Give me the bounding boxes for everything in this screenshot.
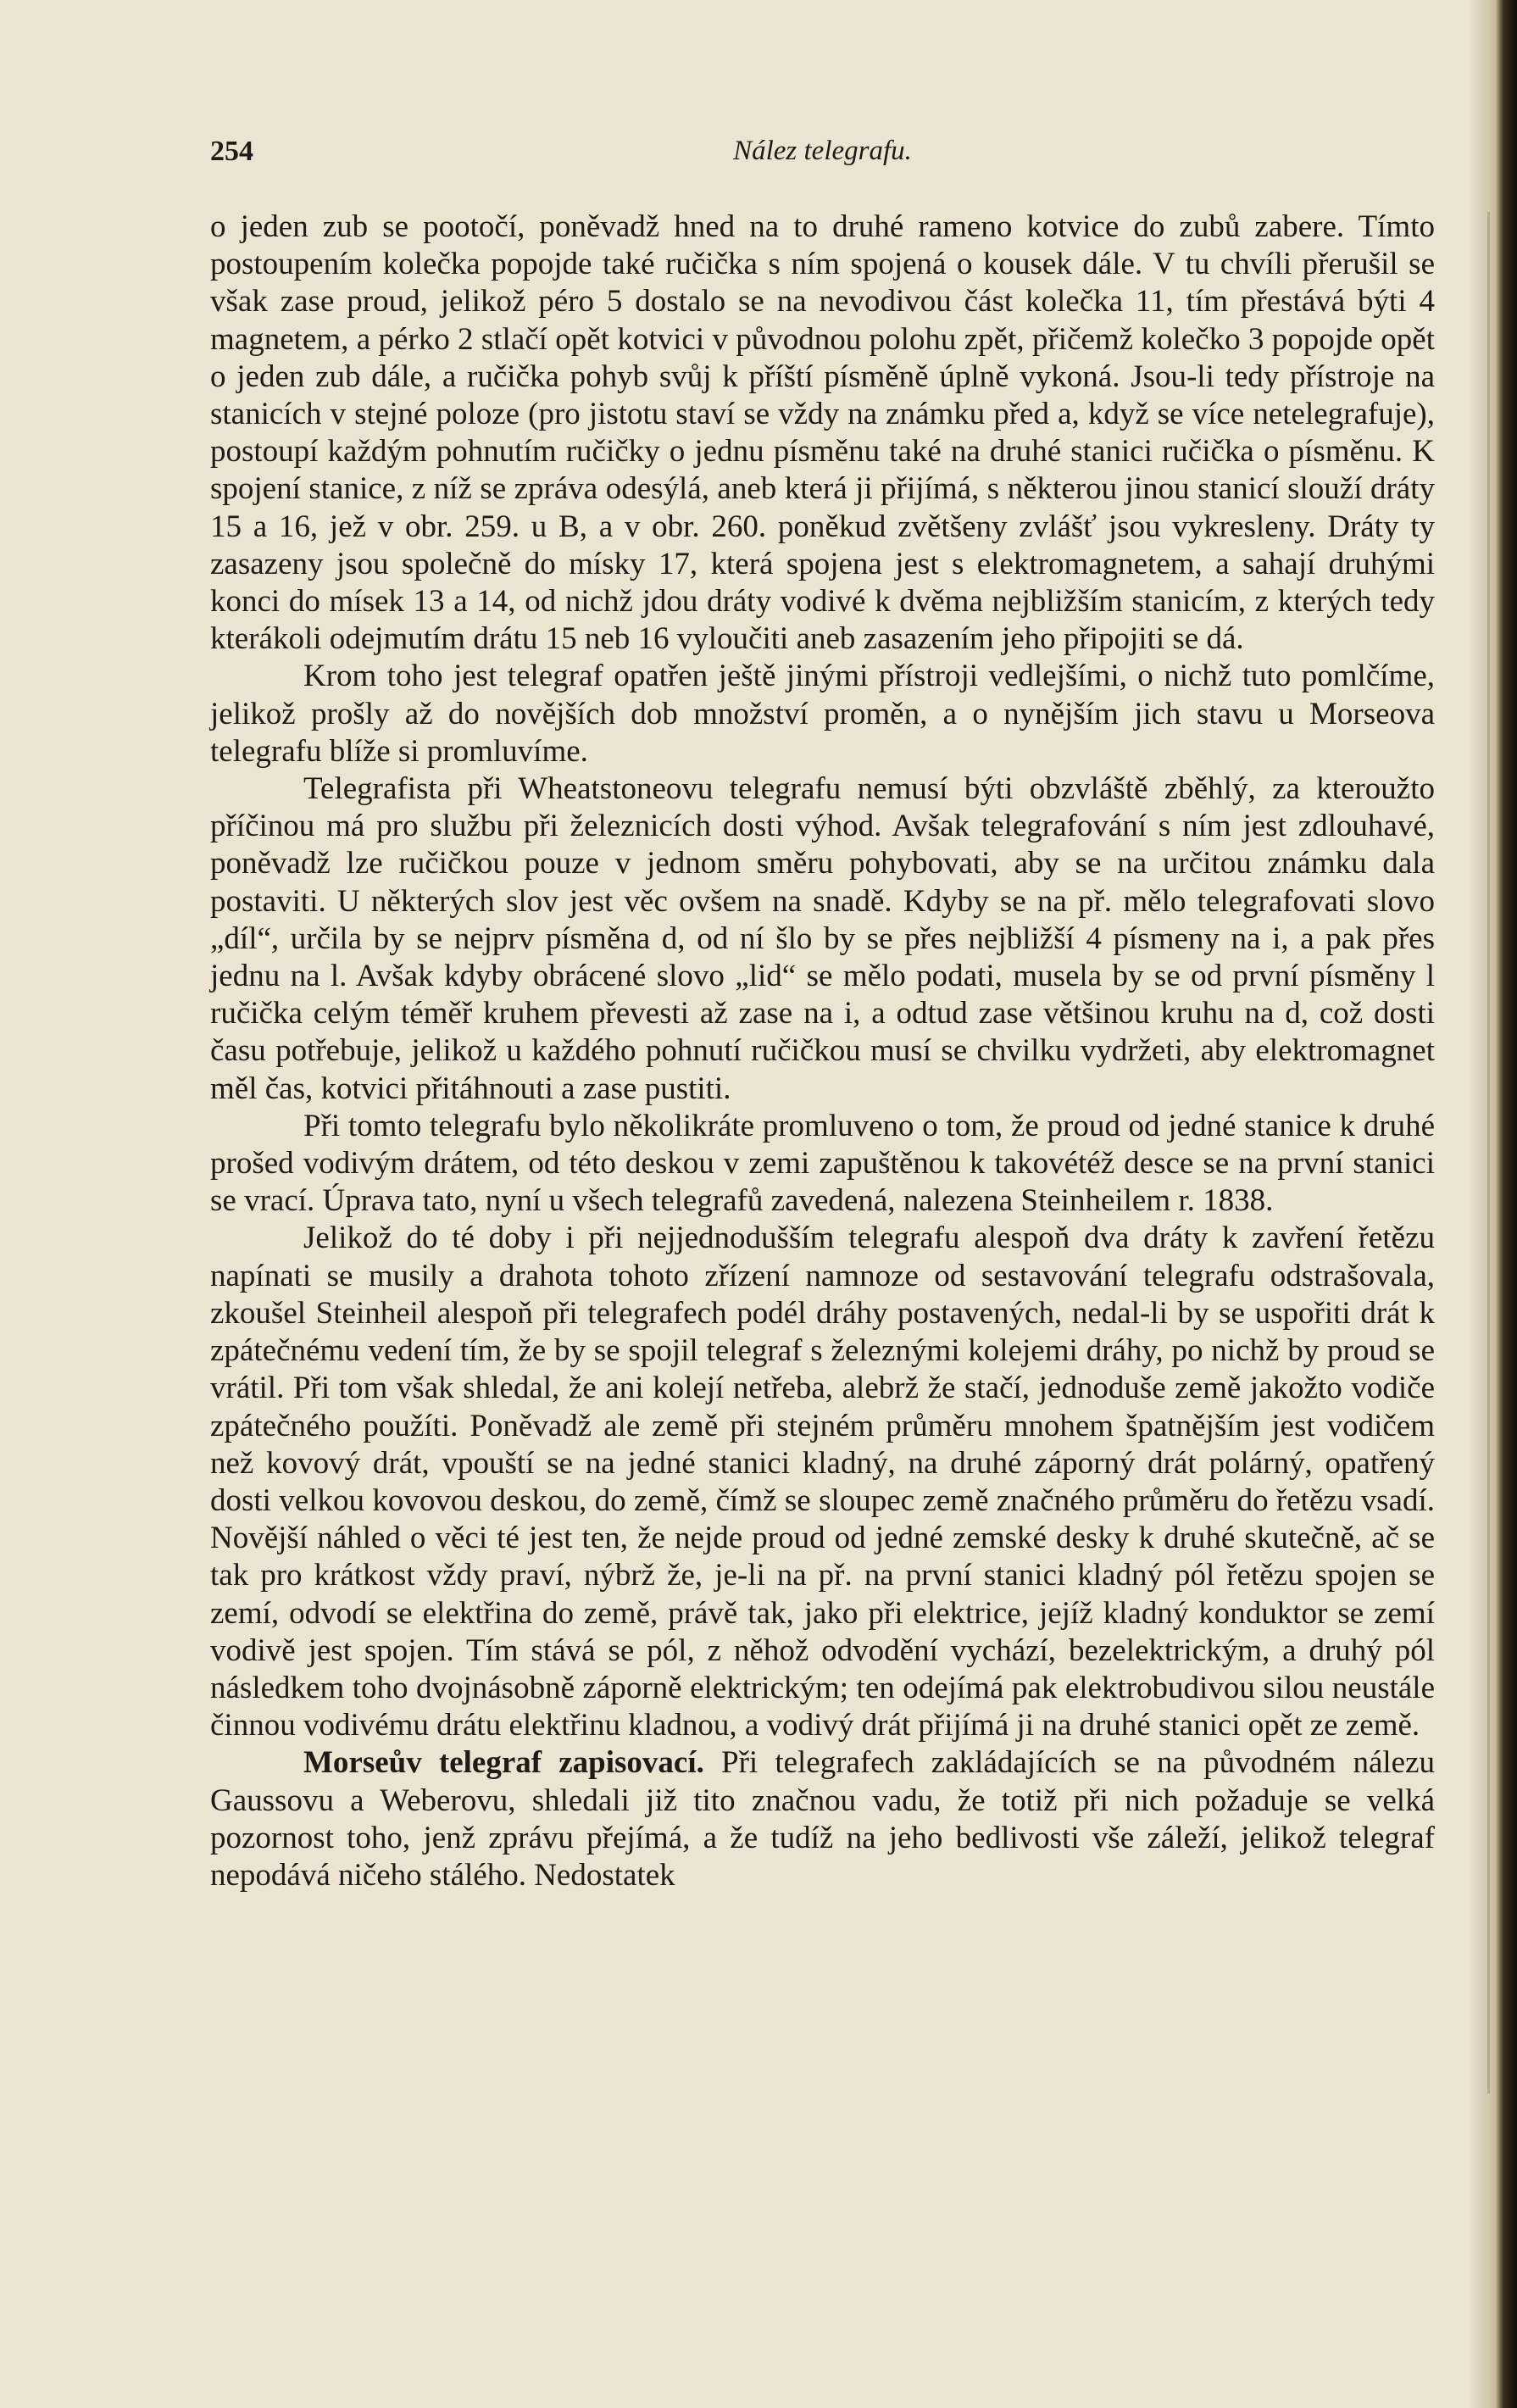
- body-text: [210, 209, 1435, 1894]
- margin-pencil-mark: [1487, 212, 1490, 2094]
- page-edge-shadow: [1468, 0, 1486, 2408]
- running-title: Nález telegrafu.: [733, 136, 912, 166]
- page-header: [210, 136, 1435, 180]
- paragraph-5: Jelikož do té doby i při nejjednodušším telegrafu alespoň dva dráty k zavření řetězu napínati se musily a drahota tohoto zřízení namnoze od sestavování telegrafu odstrašovala, zkoušel Steinheil alespoň při telegrafech podél dráhy postavených, nedal-li by se uspořiti drát k zpátečnému vedení tím, že by se spojil telegraf s železnými kolejemi dráhy, po nichž by proud se vrátil. Při tom však shledal, že ani kolejí netřeba, alebrž že stačí, jednoduše země jakožto vodiče zpátečného použíti. Poněvadž ale země při stejném průměru mnohem špatnějším jest vodičem než kovový drát, vpouští se na jedné stanici kladný, na druhé záporný drát polárný, opatřený dosti velkou kovovou deskou, do země, čímž se sloupec země značného průměru do řetězu vsadí. Novější náhled o věci té jest ten, že nejde proud od jedné zemské desky k druhé skutečně, ač se tak pro krátkost vždy praví, nýbrž že, je-li na př. na první stanici kladný pól řetězu spojen se zemí, odvodí se elektřina do země, právě tak, jako při elektrice, jejíž kladný konduktor se zemí vodivě jest spojen. Tím stává se pól, z něhož odvodění vychází, bezelektrickým, a druhý pól následkem toho dvojnásobně záporně elektrickým; ten odejímá pak elektrobudivou silou neustále činnou vodivému drátu elektřinu kladnou, a vodivý drát přijímá ji na druhé stanici opět ze země.: [210, 1221, 1435, 1743]
- paragraph-6: [210, 1744, 1435, 1894]
- paragraph-6-text: Při telegrafech zakládajících se na původném nálezu Gaussovu a Weberovu, shledali již tito značnou vadu, že totiž při nich požaduje se velká pozornost toho, jenž zprávu přejímá, a že tudíž na jeho bedlivosti vše záleží, jelikož telegraf nepodává ničeho stálého. Nedostatek: [210, 1745, 1435, 1893]
- paragraph-2: Krom toho jest telegraf opatřen ještě jinými přístroji vedlejšími, o nichž tuto pomlčíme, jelikož prošly až do novějších dob množství proměn, a o nynějším jich stavu u Morseova telegrafu blíže si promluvíme.: [210, 659, 1435, 769]
- paragraph-1: o jeden zub se pootočí, poněvadž hned na to druhé rameno kotvice do zubů zabere. Tímto postoupením kolečka popojde také ručička s ním spojená o kousek dále. V tu chvíli přerušil se však zase proud, jelikož péro 5 dostalo se na nevodivou část kolečka 11, tím přestává býti 4 magnetem, a pérko 2 stlačí opět kotvici v původnou polohu zpět, přičemž kolečko 3 popojde opět o jeden zub dále, a ručička pohyb svůj k příští písměně úplně vykoná. Jsou-li tedy přístroje na stanicích v stejné poloze (pro jistotu staví se vždy na známku před a, když se více netelegrafuje), postoupí každým pohnutím ručičky o jednu písměnu také na druhé stanici ručička o písměnu. K spojení stanice, z níž se zpráva odesýlá, aneb která ji přijímá, s některou jinou stanicí slouží dráty 15 a 16, jež v obr. 259. u B, a v obr. 260. poněkud zvětšeny zvlášť jsou vykresleny. Dráty ty zasazeny jsou společně do mísky 17, která spojena jest s elektromagnetem, a sahají druhými konci do mísek 13 a 14, od nichž jdou dráty vodivé k dvěma nejbližším stanicím, z kterých tedy kterákoli odejmutím drátu 15 neb 16 vyloučiti aneb zasazením jeho připojiti se dá.: [210, 209, 1435, 657]
- page-number: 254: [210, 136, 253, 167]
- paragraph-4: Při tomto telegrafu bylo několikráte promluveno o tom, že proud od jedné stanice k druhé prošed vodivým drátem, od této deskou v zemi zapuštěnou k takovétéž desce se na první stanici se vrací. Úprava tato, nyní u všech telegrafů zavedená, nalezena Steinheilem r. 1838.: [210, 1108, 1435, 1219]
- paragraph-3: Telegrafista při Wheatstoneovu telegrafu nemusí býti obzvláště zběhlý, za kteroužto příčinou má pro službu při železnicích dosti výhod. Avšak telegrafování s ním jest zdlouhavé, poněvadž lze ručičkou pouze v jednom směru pohybovati, aby se na určitou známku dala postaviti. U některých slov jest věc ovšem na snadě. Kdyby se na př. mělo telegrafovati slovo „díl“, určila by se nejprv písměna d, od ní šlo by se přes nejbližší 4 písmeny na i, a pak přes jednu na l. Avšak kdyby obrácené slovo „lid“ se mělo podati, musela by se od první písměny l ručička celým téměř kruhem převesti až zase na i, a odtud zase většinou kruhu na d, což dosti času potřebuje, jelikož u každého pohnutí ručičkou musí se chvilku vydržeti, aby elektromagnet měl čas, kotvici přitáhnouti a zase pustiti.: [210, 771, 1435, 1106]
- section-run-in-heading: Morseův telegraf zapisovací.: [303, 1745, 704, 1781]
- book-spine-edge: [1486, 0, 1517, 2408]
